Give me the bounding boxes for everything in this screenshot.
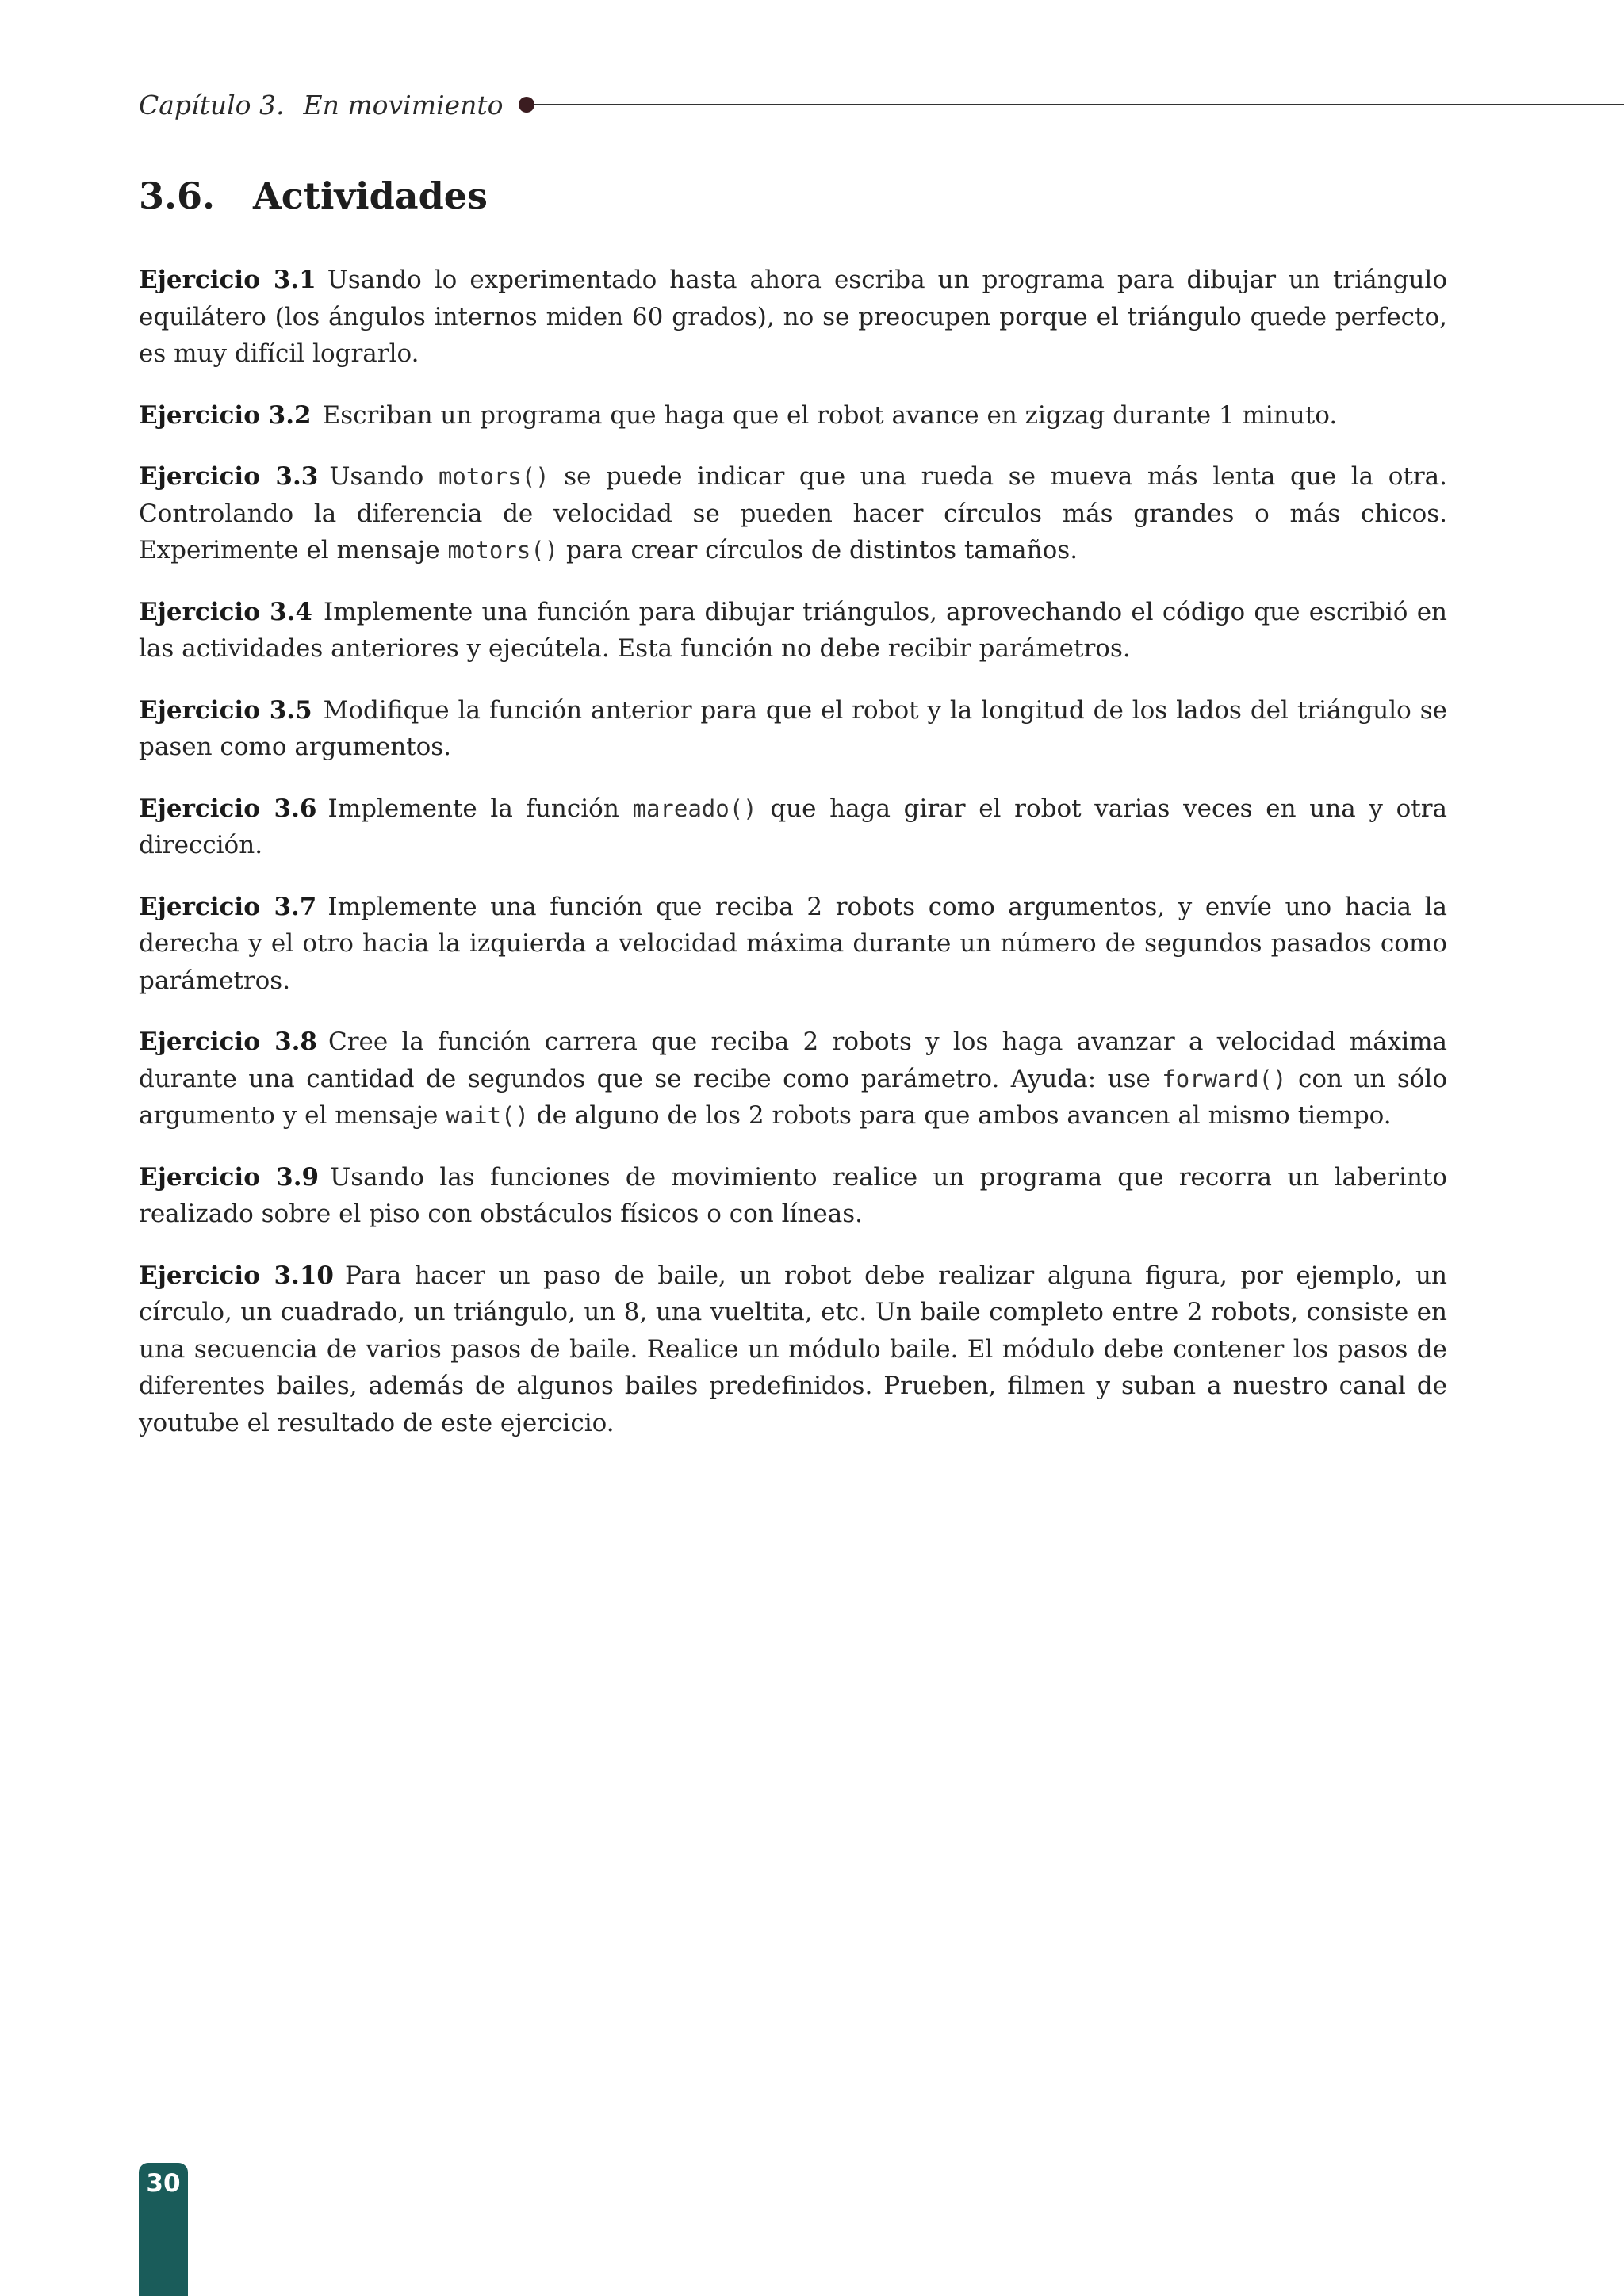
- exercise-3-1: [139, 262, 1447, 373]
- header-chapter: Capítulo 3.: [139, 89, 285, 121]
- exercise-3-6: [139, 790, 1447, 864]
- page-number: 30: [146, 2169, 181, 2198]
- exercise-text: Implemente una función para dibujar triángulos, aprovechando el código que escribió en las actividades anteriores y ejecútela. Esta función no debe recibir parámetros.: [139, 597, 1448, 663]
- running-header: [139, 87, 1624, 122]
- header-chapter-title: En movimiento: [303, 89, 504, 121]
- header-rule: [534, 104, 1624, 105]
- exercise-list: [139, 262, 1447, 1466]
- exercise-3-2: [139, 397, 1447, 434]
- header-dot: [519, 97, 534, 113]
- code-mareado: mareado(): [632, 794, 757, 822]
- exercise-text: Cree la función carrera que reciba 2 robots y los haga avanzar a velocidad máxima durante una cantidad de segundos que se recibe como parámetro. Ayuda: use: [139, 1027, 1448, 1093]
- exercise-3-5: [139, 692, 1447, 766]
- exercise-label: Ejercicio 3.7: [139, 892, 317, 921]
- exercise-text: Escriban un programa que haga que el robot avance en zigzag durante 1 minuto.: [322, 400, 1338, 430]
- exercise-label: Ejercicio 3.10: [139, 1261, 334, 1290]
- exercise-text: de alguno de los 2 robots para que ambos avancen al mismo tiempo.: [528, 1101, 1392, 1130]
- exercise-text: Implemente una función que reciba 2 robots como argumentos, y envíe uno hacia la derecha y el otro hacia la izquierda a velocidad máxima durante un número de segundos pasados como parámetros.: [139, 892, 1447, 995]
- exercise-3-8: [139, 1024, 1447, 1135]
- exercise-text: para crear círculos de distintos tamaños.: [558, 536, 1078, 564]
- code-motors: motors(): [438, 463, 550, 490]
- exercise-3-3: [139, 458, 1447, 569]
- exercise-label: Ejercicio 3.6: [139, 794, 317, 823]
- code-motors: motors(): [447, 537, 559, 564]
- exercise-text: Implemente la función: [327, 794, 633, 823]
- exercise-text: Usando: [329, 462, 439, 491]
- exercise-text: Para hacer un paso de baile, un robot debe realizar alguna figura, por ejemplo, un círculo, un cuadrado, un triángulo, un 8, una vueltita, etc. Un baile completo entre 2 robots, consiste en una secuencia de varios pasos de baile. Realice un módulo baile. El módulo debe contener los pasos de diferentes bailes, además de algunos bailes predefinidos. Prueben, filmen y suban a nuestro canal de youtube el resultado de este ejercicio.: [139, 1261, 1447, 1437]
- exercise-label: Ejercicio 3.9: [139, 1162, 320, 1192]
- exercise-text: con un sólo argumento y el mensaje: [139, 1064, 1447, 1130]
- exercise-label: Ejercicio 3.1: [139, 266, 316, 294]
- code-wait: wait(): [446, 1102, 529, 1129]
- exercise-text: que haga girar el robot varias veces en una y otra dirección.: [139, 794, 1448, 859]
- exercise-3-9: [139, 1159, 1447, 1233]
- exercise-3-10: [139, 1257, 1447, 1442]
- exercise-3-4: [139, 594, 1447, 668]
- exercise-label: Ejercicio 3.3: [139, 462, 319, 491]
- exercise-text: Modifique la función anterior para que el robot y la longitud de los lados del triángulo se pasen como argumentos.: [139, 695, 1447, 761]
- exercise-text: Usando las funciones de movimiento realice un programa que recorra un laberinto realizado sobre el piso con obstáculos físicos o con líneas.: [139, 1162, 1447, 1228]
- exercise-text: Usando lo experimentado hasta ahora escriba un programa para dibujar un triángulo equilátero (los ángulos internos miden 60 grados), no se preocupen porque el triángulo quede perfecto, es muy difícil lograrlo.: [139, 266, 1447, 368]
- page-number-tab: [139, 2163, 188, 2296]
- exercise-label: Ejercicio 3.4: [139, 597, 312, 626]
- exercise-label: Ejercicio 3.2: [139, 400, 312, 430]
- section-heading: [139, 174, 488, 217]
- exercise-3-7: [139, 889, 1447, 1000]
- section-number: 3.6.: [139, 174, 216, 217]
- code-forward: forward(): [1162, 1065, 1287, 1093]
- exercise-label: Ejercicio 3.8: [139, 1027, 318, 1056]
- exercise-text: se puede indicar que una rueda se mueva más lenta que la otra. Controlando la diferencia de velocidad se pueden hacer círculos más grandes o más chicos. Experimente el mensaje: [139, 462, 1448, 564]
- exercise-label: Ejercicio 3.5: [139, 695, 312, 725]
- header-text: [139, 90, 503, 121]
- section-title: Actividades: [253, 174, 488, 217]
